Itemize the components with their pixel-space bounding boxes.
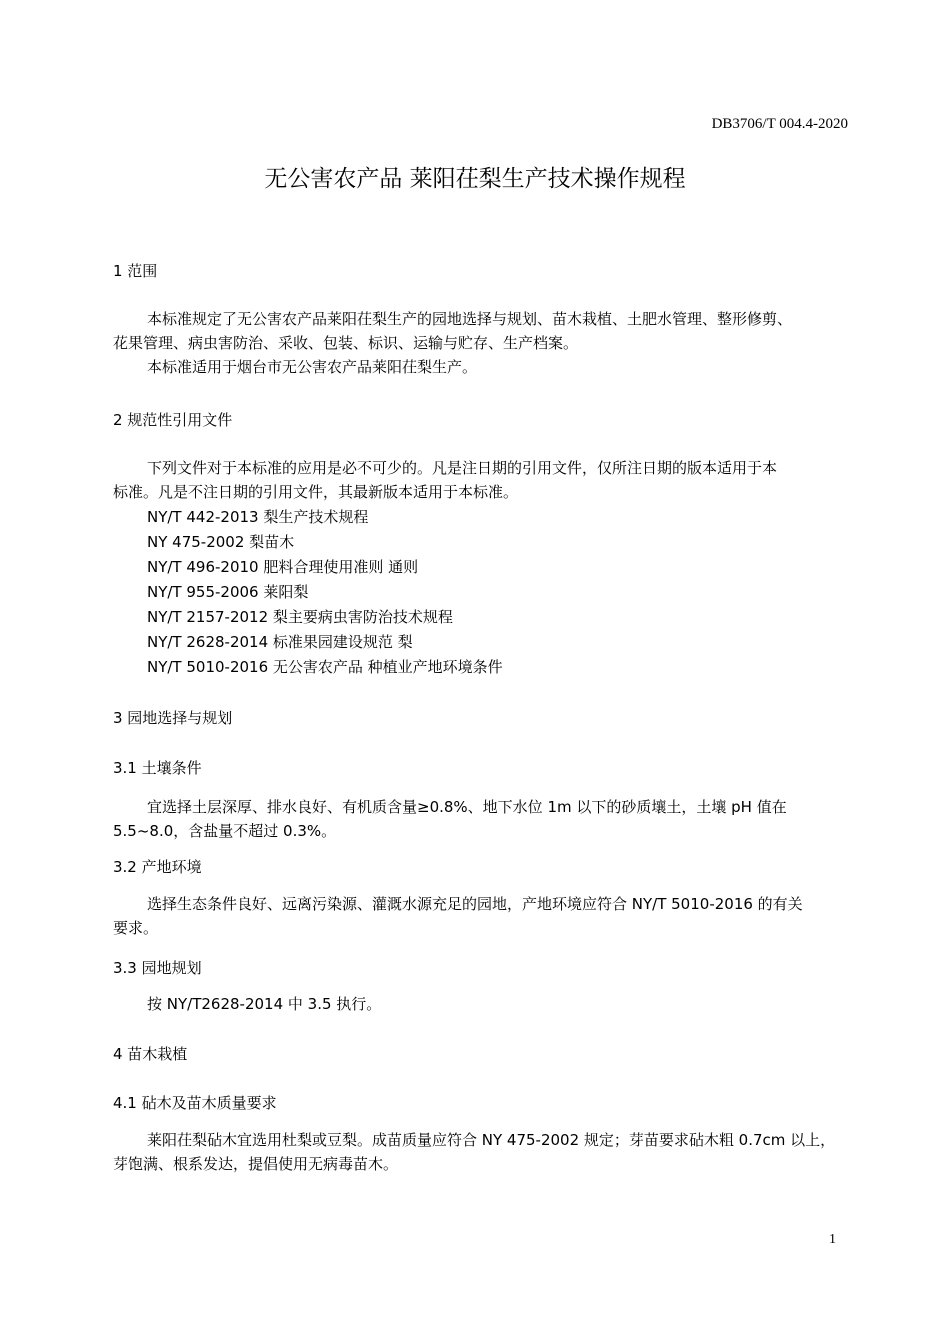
document-number: DB3706/T 004.4-2020 <box>711 116 848 132</box>
section-3-3-text: 按 NY/T2628-2014 中 3.5 执行。 <box>147 995 382 1013</box>
section-4-1-heading: 4.1 砧木及苗木质量要求 <box>113 1094 277 1112</box>
section-1-paragraph-1-line-2: 花果管理、病虫害防治、采收、包装、标识、运输与贮存、生产档案。 <box>113 334 579 352</box>
section-3-2-text-line-1: 选择生态条件良好、远离污染源、灌溉水源充足的园地，产地环境应符合 NY/T 5010-2016 的有关 <box>147 895 803 913</box>
section-1-heading: 1 范围 <box>113 262 158 280</box>
reference-item: NY/T 496-2010 肥料合理使用准则 通则 <box>147 558 419 576</box>
section-2-paragraph-line-1: 下列文件对于本标准的应用是必不可少的。凡是注日期的引用文件，仅所注日期的版本适用于本 <box>147 459 778 477</box>
section-3-1-text-line-1: 宜选择土层深厚、排水良好、有机质含量≥0.8%、地下水位 1m 以下的砂质壤土，土壤 pH 值在 <box>147 798 787 816</box>
section-3-2-text-line-2: 要求。 <box>113 919 159 937</box>
section-3-2-heading: 3.2 产地环境 <box>113 858 202 876</box>
section-1-paragraph-2: 本标准适用于烟台市无公害农产品莱阳茌梨生产。 <box>147 358 478 376</box>
section-3-1-text-line-2: 5.5~8.0，含盐量不超过 0.3%。 <box>113 822 337 840</box>
reference-item: NY 475-2002 梨苗木 <box>147 533 295 551</box>
section-4-1-text-line-1: 莱阳茌梨砧木宜选用杜梨或豆梨。成苗质量应符合 NY 475-2002 规定；芽苗要求砧木粗 0.7cm 以上， <box>147 1131 836 1149</box>
section-3-heading: 3 园地选择与规划 <box>113 709 233 727</box>
page-number: 1 <box>829 1232 836 1247</box>
reference-item: NY/T 955-2006 莱阳梨 <box>147 583 309 601</box>
reference-item: NY/T 5010-2016 无公害农产品 种植业产地环境条件 <box>147 658 503 676</box>
section-1-paragraph-1-line-1: 本标准规定了无公害农产品莱阳茌梨生产的园地选择与规划、苗木栽植、土肥水管理、整形修剪、 <box>147 310 793 328</box>
section-3-1-heading: 3.1 土壤条件 <box>113 759 202 777</box>
section-2-heading: 2 规范性引用文件 <box>113 411 233 429</box>
section-4-heading: 4 苗木栽植 <box>113 1045 188 1063</box>
section-2-paragraph-line-2: 标准。凡是不注日期的引用文件，其最新版本适用于本标准。 <box>113 483 519 501</box>
section-4-1-text-line-2: 芽饱满、根系发达，提倡使用无病毒苗木。 <box>113 1155 399 1173</box>
document-title: 无公害农产品 莱阳茌梨生产技术操作规程 <box>264 166 686 192</box>
reference-item: NY/T 442-2013 梨生产技术规程 <box>147 508 369 526</box>
section-3-3-heading: 3.3 园地规划 <box>113 959 202 977</box>
reference-item: NY/T 2628-2014 标准果园建设规范 梨 <box>147 633 413 651</box>
reference-item: NY/T 2157-2012 梨主要病虫害防治技术规程 <box>147 608 453 626</box>
